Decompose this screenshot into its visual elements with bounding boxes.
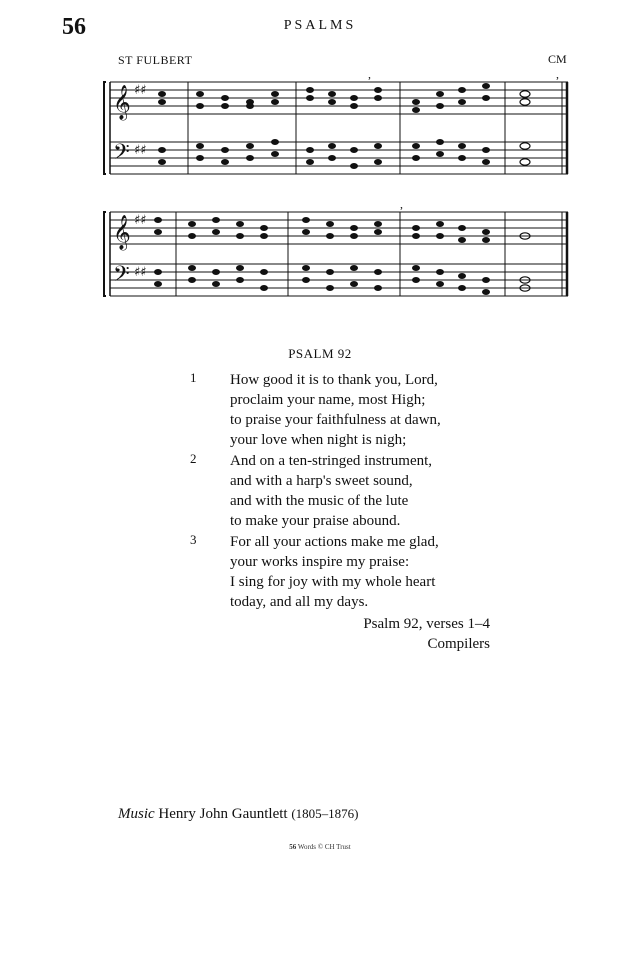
verse-line: to praise your faithfulness at dawn, <box>230 412 441 428</box>
music-system-1 <box>100 62 580 192</box>
verse-number: 2 <box>190 451 197 466</box>
verse-line: And on a ten-stringed instrument, <box>230 453 433 469</box>
svg-text:𝄢: 𝄢 <box>113 140 130 170</box>
tune-name: ST FULBERT <box>118 53 193 67</box>
psalm-reference: Psalm 92, verses 1–4 <box>363 616 490 632</box>
meter: CM <box>548 52 567 66</box>
music-score-2 <box>100 200 580 310</box>
composer-dates: (1805–1876) <box>291 806 359 821</box>
composer-name: Henry John Gauntlett <box>158 806 288 822</box>
words-credit: Compilers <box>427 636 490 652</box>
music-credit <box>118 806 358 823</box>
svg-text:♯♯: ♯♯ <box>134 213 147 228</box>
footer-copyright: Words © CH Trust <box>297 843 351 851</box>
footer <box>0 843 640 851</box>
verse-line: and with the music of the lute <box>230 493 409 509</box>
svg-text:♯♯: ♯♯ <box>134 83 147 98</box>
source-attribution <box>363 614 490 654</box>
verse-line: For all your actions make me glad, <box>230 534 439 550</box>
svg-text:,: , <box>368 67 371 81</box>
verse-line: How good it is to thank you, Lord, <box>230 372 438 388</box>
verse-line: and with a harp's sweet sound, <box>230 473 413 489</box>
music-label: Music <box>118 806 155 822</box>
verse-number: 3 <box>190 532 197 547</box>
verse-number: 1 <box>190 370 197 385</box>
svg-text:,: , <box>556 67 559 81</box>
verse-line: your love when night is nigh; <box>230 432 407 448</box>
svg-text:,: , <box>400 200 403 211</box>
svg-text:𝄢: 𝄢 <box>113 262 130 292</box>
verse-line: to make your praise abound. <box>230 513 401 529</box>
svg-text:♯♯: ♯♯ <box>134 143 147 158</box>
music-score-1 <box>100 62 580 192</box>
verse-line: your works inspire my praise: <box>230 554 410 570</box>
music-system-2 <box>100 200 580 310</box>
svg-text:𝄞: 𝄞 <box>113 215 131 250</box>
verse-line: today, and all my days. <box>230 594 369 610</box>
psalm-title: PSALM 92 <box>288 346 352 361</box>
verse-line: I sing for joy with my whole heart <box>230 574 436 590</box>
footer-page: 56 <box>289 843 297 851</box>
page-number: 56 <box>62 14 86 40</box>
svg-text:♯♯: ♯♯ <box>134 265 147 280</box>
svg-text:𝄞: 𝄞 <box>113 85 131 120</box>
verse-line: proclaim your name, most High; <box>230 392 426 408</box>
running-head: PSALMS <box>283 18 357 33</box>
